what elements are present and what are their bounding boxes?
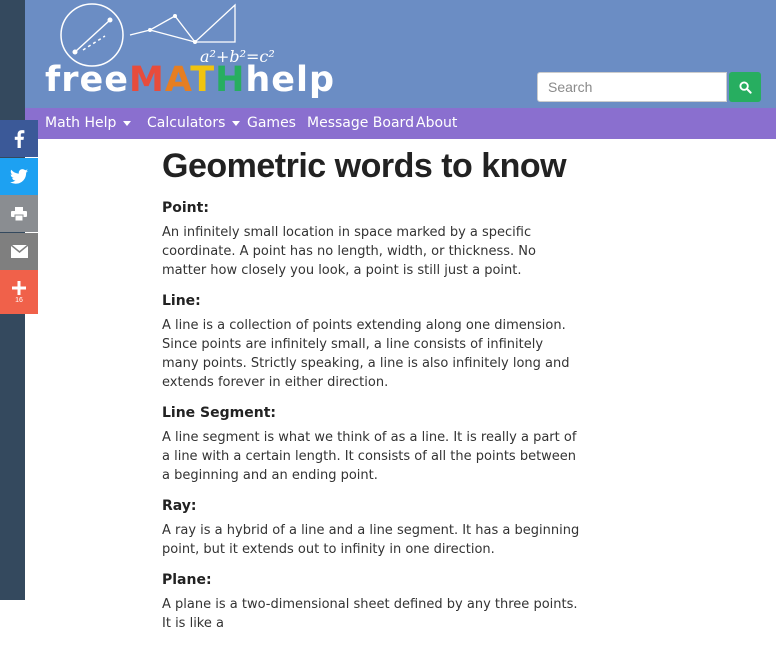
page-title: Geometric words to know	[162, 147, 567, 185]
site-header	[25, 0, 776, 108]
search-form	[537, 72, 761, 102]
nav-math-help[interactable]: Math Help	[45, 115, 131, 132]
main-nav	[25, 108, 776, 139]
share-more-button[interactable]	[0, 270, 38, 314]
term-heading: Plane:	[162, 572, 212, 588]
nav-message-board[interactable]: Message Board	[307, 115, 414, 131]
logo-formula: a²+b²=c²	[200, 47, 275, 66]
nav-games[interactable]: Games	[247, 115, 296, 131]
term-heading: Line Segment:	[162, 405, 276, 421]
term-definition: A line segment is what we think of as a line. It is really a part of a line with a certain length. It consists of all the points between a beginning and an ending point.	[162, 430, 577, 483]
share-twitter-button[interactable]	[0, 158, 38, 195]
term-definition: A ray is a hybrid of a line and a line segment. It has a beginning point, but it extends out to infinity in one direction.	[162, 523, 580, 557]
article	[162, 140, 580, 646]
nav-about[interactable]: About	[416, 115, 458, 131]
share-facebook-button[interactable]	[0, 120, 38, 157]
chevron-down-icon	[123, 121, 131, 126]
share-count: 16	[15, 296, 23, 304]
logo-wordmark: freeMATHhelp	[45, 60, 336, 100]
term-definition: A plane is a two-dimensional sheet defined by any three points. It is like a	[162, 597, 578, 631]
search-icon	[739, 81, 752, 94]
term-heading: Line:	[162, 293, 201, 309]
term-heading: Point:	[162, 200, 209, 216]
nav-calculators[interactable]: Calculators	[147, 115, 240, 132]
term-definition: An infinitely small location in space marked by a specific coordinate. A point has no length, width, or thickness. No matter how closely you look, a point is still just a point.	[162, 225, 536, 278]
site-logo[interactable]	[35, 0, 335, 108]
share-email-button[interactable]	[0, 233, 38, 270]
search-input[interactable]	[537, 72, 727, 102]
search-button[interactable]	[729, 72, 761, 102]
facebook-icon	[13, 130, 25, 148]
term-heading: Ray:	[162, 498, 197, 514]
share-print-button[interactable]	[0, 195, 38, 232]
chevron-down-icon	[232, 121, 240, 126]
term-definition: A line is a collection of points extending along one dimension. Since points are infinitely small, a line consists of infinitely many points. Strictly speaking, a line is also infinitely long and extends forever in either direction.	[162, 318, 570, 390]
plus-icon	[12, 281, 26, 295]
email-icon	[11, 245, 28, 258]
printer-icon	[11, 207, 27, 221]
twitter-icon	[10, 169, 28, 184]
